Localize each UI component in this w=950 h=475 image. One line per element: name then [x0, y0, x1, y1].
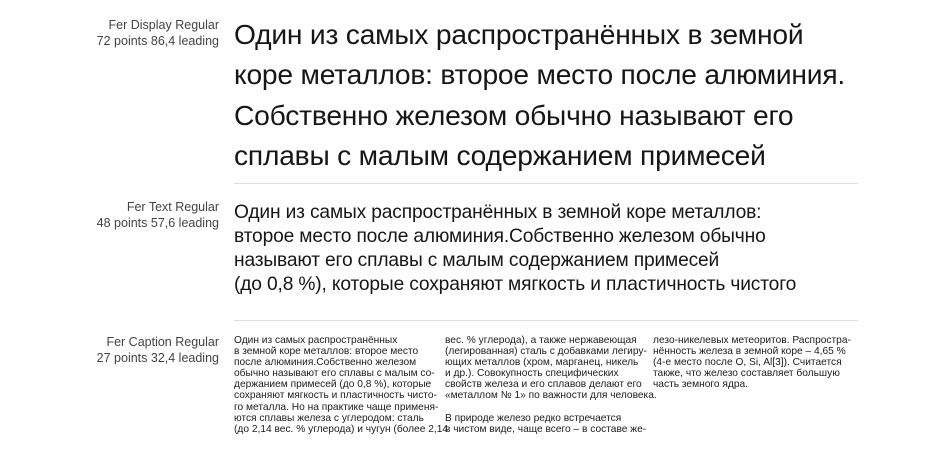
display-sample: [234, 14, 934, 175]
caption-line: держанием примесей (до 0,8 %), которые: [234, 379, 432, 391]
caption-line: «металлом № 1» по важности для человека.: [445, 390, 657, 402]
caption-line: после алюминия.Собственно железом: [234, 357, 417, 369]
caption-line: вес. % углерода), а также нержавеющая: [445, 335, 637, 346]
caption-line: и др.). Совокупность специфических: [445, 368, 619, 380]
caption-line: часть земного ядра.: [653, 379, 749, 391]
display-line: Собственно железом обычно называют его: [234, 98, 794, 131]
caption-column-2: [445, 335, 655, 435]
text-line: называют его сплавы с малым содержанием примесей: [234, 250, 720, 272]
caption-line: ющих металлов (хром, марганец, никель: [445, 357, 639, 369]
caption-line: обычно называют его сплавы с малым со-: [234, 368, 435, 380]
text-line: (до 0,8 %), которые сохраняют мягкость и пластичность чистого: [234, 274, 797, 296]
divider: [234, 183, 858, 184]
caption-line: (легированная) сталь с добавками легиру-: [445, 346, 647, 358]
caption-line: (4-е место после O, Si, Al[3]). Считается: [653, 357, 842, 369]
display-label: [0, 18, 219, 49]
caption-font-name: Fer Caption Regular: [106, 335, 219, 349]
caption-font-size: 27 points 32,4 leading: [96, 350, 219, 365]
display-line: Один из самых распространённых в земной: [234, 18, 804, 50]
caption-line: В природе железо редко встречается: [445, 412, 622, 424]
caption-line: го металла. Но на практике чаще применя-: [234, 401, 439, 413]
display-font-name: Fer Display Regular: [108, 18, 219, 32]
text-line: второе место после алюминия.Собственно железом обычно: [234, 226, 766, 248]
text-label: [0, 200, 219, 231]
display-font-size: 72 points 86,4 leading: [96, 33, 219, 48]
caption-line: ются сплавы железа с углеродом: сталь: [234, 412, 424, 424]
caption-line: (до 2,14 вес. % углерода) и чугун (более 2,14: [234, 423, 449, 435]
caption-line: свойств железа и его сплавов делают его: [445, 379, 642, 391]
caption-line: нённость железа в земной коре – 4,65 %: [653, 346, 846, 358]
display-line: коре металлов: второе место после алюминия.: [234, 58, 846, 91]
text-line: Один из самых распространённых в земной коре металлов:: [234, 202, 762, 223]
caption-line: сохраняют мягкость и пластичность чисто-: [234, 390, 437, 402]
divider: [234, 320, 858, 321]
caption-line: в чистом виде, чаще всего – в составе же-: [445, 423, 647, 435]
caption-line: Один из самых распространённых: [234, 335, 398, 346]
text-font-name: Fer Text Regular: [126, 200, 219, 214]
caption-label: [0, 335, 219, 366]
caption-line: также, что железо составляет большую: [653, 368, 840, 380]
caption-column-1: [234, 335, 449, 435]
display-line: сплавы с малым содержанием примесей: [234, 138, 766, 171]
caption-column-3: [653, 335, 863, 390]
caption-line: в земной коре металлов: второе место: [234, 346, 419, 358]
paragraph-gap: [445, 402, 655, 413]
text-font-size: 48 points 57,6 leading: [96, 215, 219, 230]
caption-line: лезо-никелевых метеоритов. Распростра-: [653, 335, 851, 346]
text-sample: [234, 201, 934, 297]
